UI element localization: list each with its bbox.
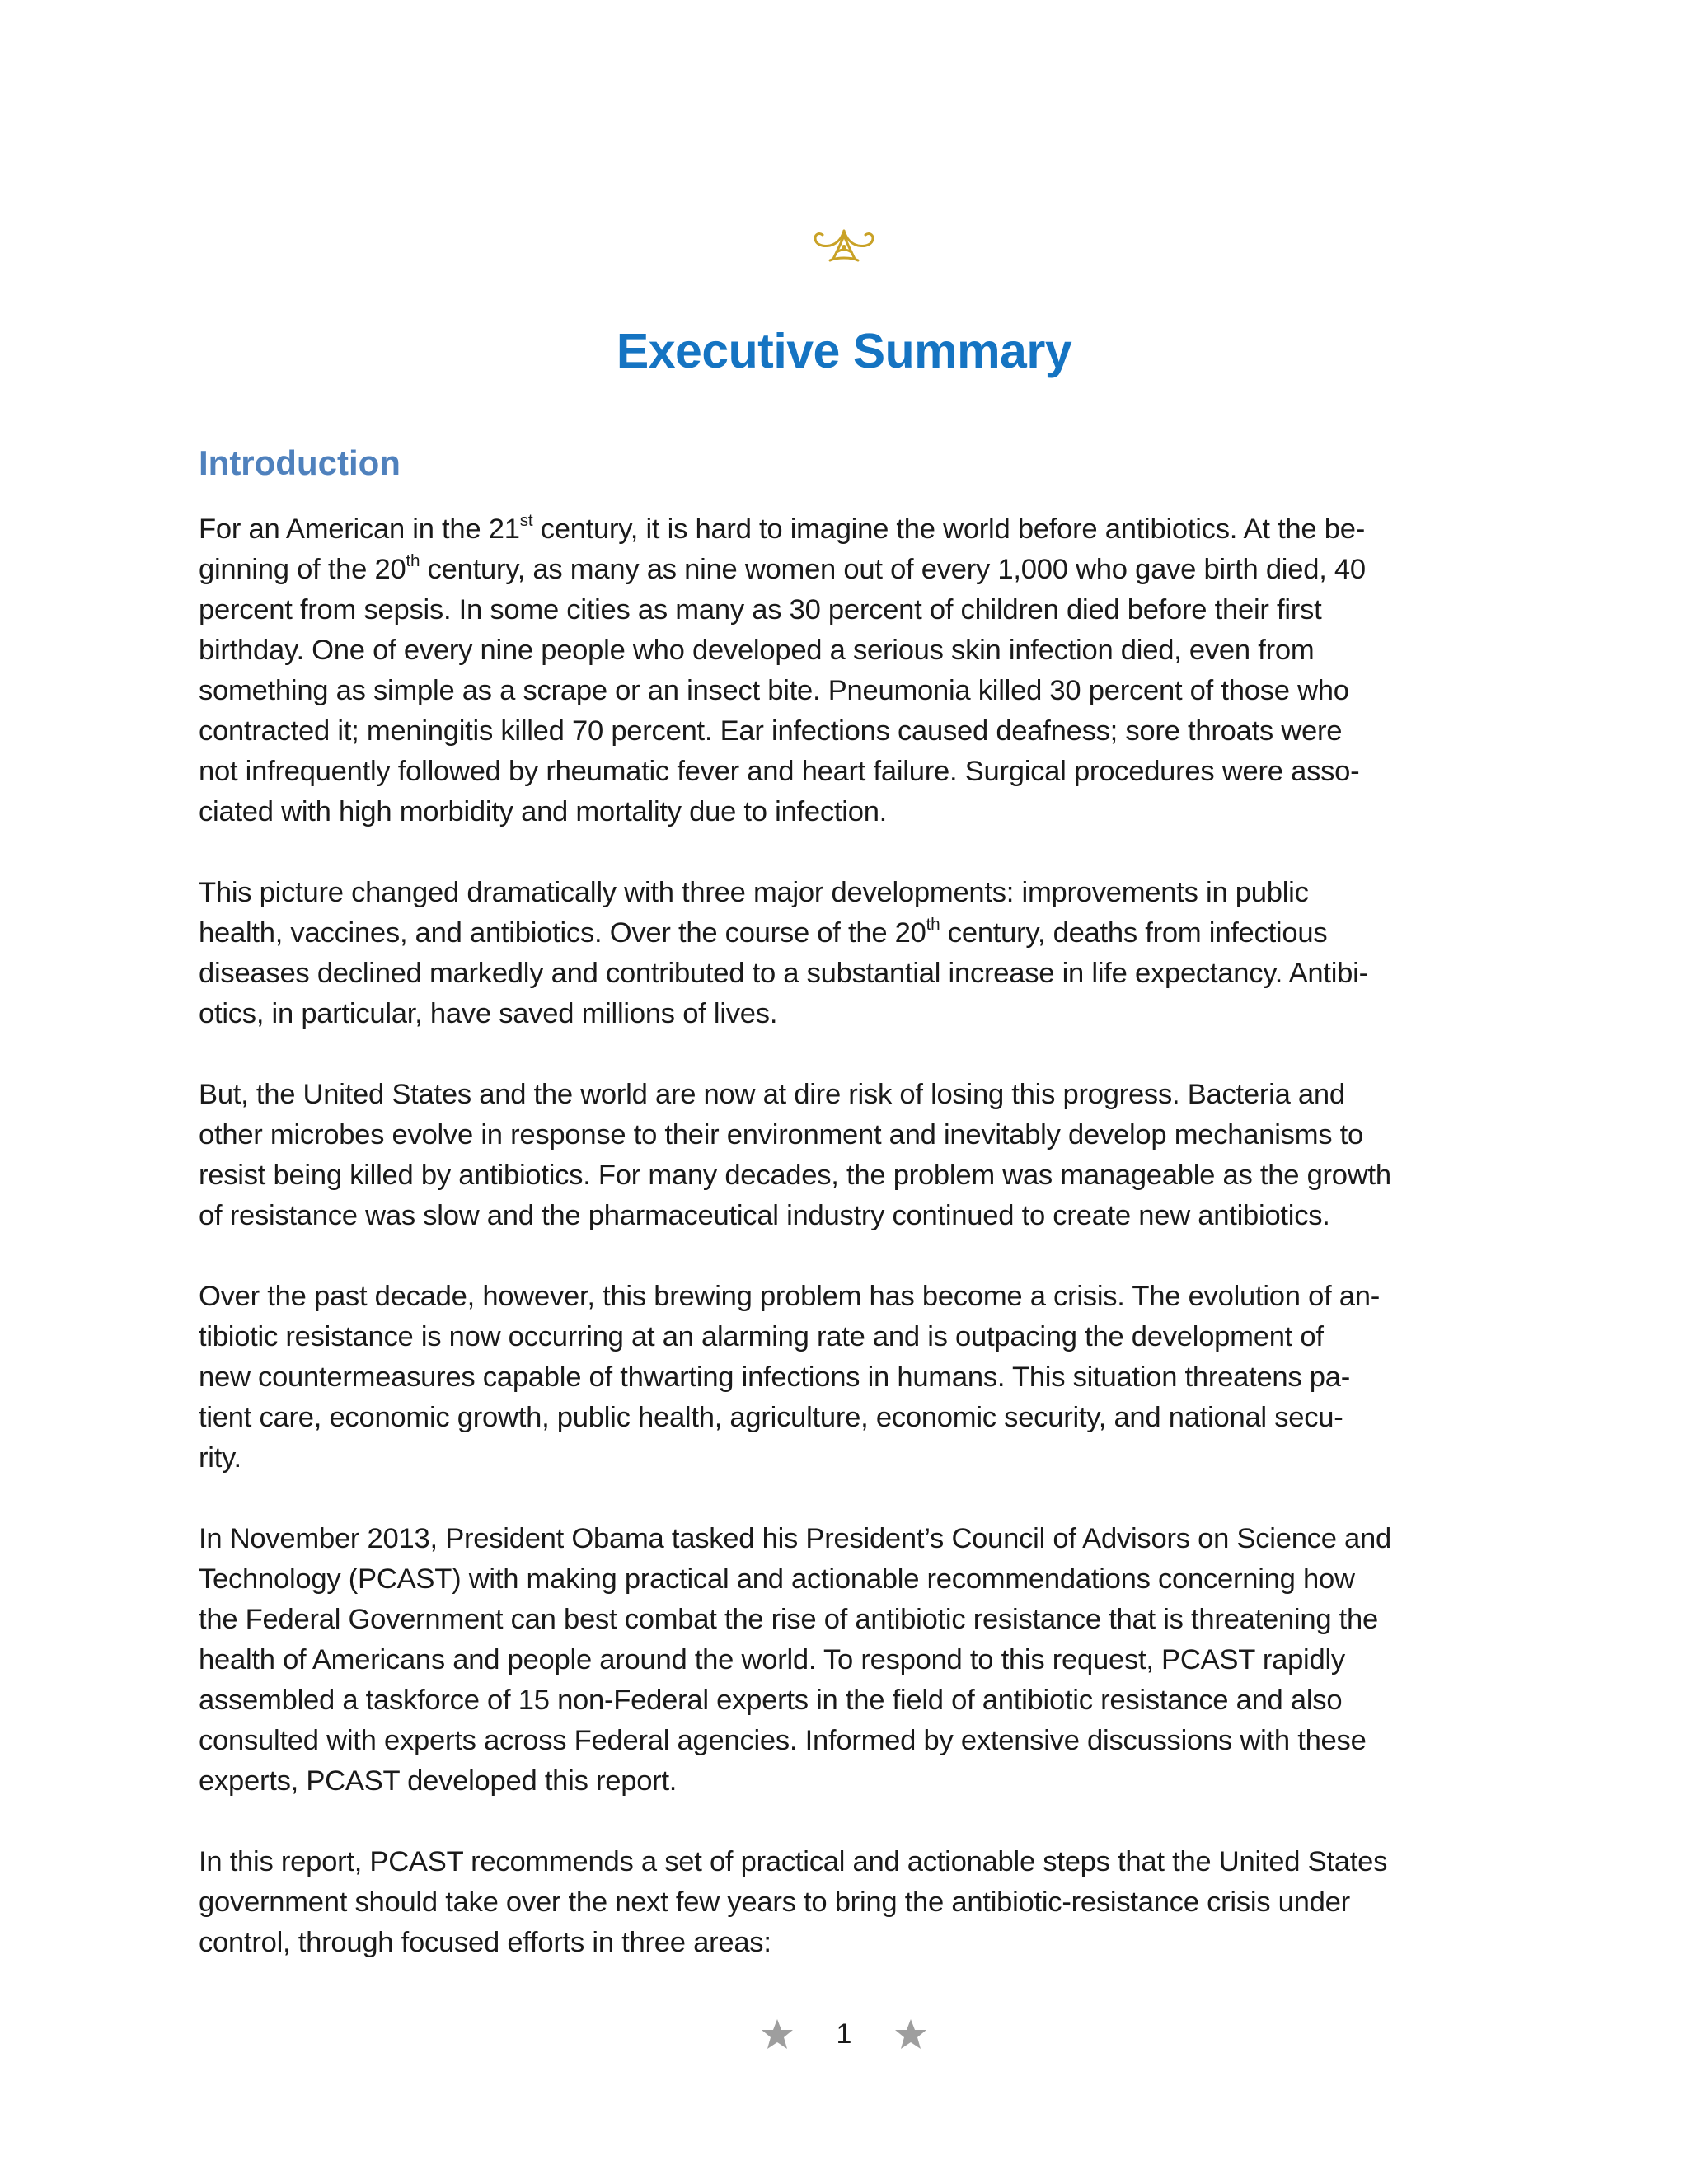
text-line: But, the United States and the world are now at dire risk of losing this progress. Bacteria and bbox=[199, 1079, 1345, 1110]
text-line: of resistance was slow and the pharmaceutical industry continued to create new antibiotics. bbox=[199, 1200, 1330, 1231]
text-line: assembled a taskforce of 15 non-Federal experts in the field of antibiotic resistance and also bbox=[199, 1685, 1343, 1716]
text-line: ginning of the 20th century, as many as nine women out of every 1,000 who gave birth died, 40 bbox=[199, 551, 1366, 585]
text-line: In this report, PCAST recommends a set of practical and actionable steps that the United States bbox=[199, 1846, 1388, 1877]
text-line: tibiotic resistance is now occurring at an alarming rate and is outpacing the development of bbox=[199, 1321, 1324, 1352]
text-line: Over the past decade, however, this brewing problem has become a crisis. The evolution of an- bbox=[199, 1281, 1381, 1312]
text-line: something as simple as a scrape or an insect bite. Pneumonia killed 30 percent of those who bbox=[199, 675, 1349, 706]
paragraph bbox=[199, 1075, 1501, 1236]
decorative-flourish-icon bbox=[812, 227, 876, 264]
superscript: st bbox=[519, 511, 533, 531]
text-line: rity. bbox=[199, 1442, 241, 1474]
text-line: government should take over the next few years to bring the antibiotic-resistance crisis under bbox=[199, 1886, 1350, 1918]
superscript: th bbox=[926, 915, 940, 935]
text-line: diseases declined markedly and contributed to a substantial increase in life expectancy. Antibi- bbox=[199, 958, 1368, 989]
page-number: 1 bbox=[836, 2018, 852, 2050]
text-line: ciated with high morbidity and mortality due to infection. bbox=[199, 796, 888, 827]
text-line: health of Americans and people around the world. To respond to this request, PCAST rapidly bbox=[199, 1644, 1345, 1675]
body-text bbox=[199, 509, 1501, 1963]
text-line: contracted it; meningitis killed 70 percent. Ear infections caused deafness; sore throats were bbox=[199, 715, 1343, 747]
text-line: other microbes evolve in response to their environment and inevitably develop mechanisms to bbox=[199, 1119, 1364, 1151]
text-line: control, through focused efforts in three areas: bbox=[199, 1927, 771, 1958]
text-line: resist being killed by antibiotics. For many decades, the problem was manageable as the growth bbox=[199, 1160, 1391, 1191]
text-line: percent from sepsis. In some cities as many as 30 percent of children died before their first bbox=[199, 594, 1322, 626]
text-line: This picture changed dramatically with three major developments: improvements in public bbox=[199, 877, 1309, 908]
page-footer bbox=[0, 2009, 1688, 2059]
page-title: Executive Summary bbox=[616, 324, 1072, 378]
star-icon bbox=[761, 2018, 794, 2050]
text-line: health, vaccines, and antibiotics. Over the course of the 20th century, deaths from infectious bbox=[199, 915, 1328, 949]
paragraph bbox=[199, 1519, 1501, 1802]
paragraph bbox=[199, 1842, 1501, 1963]
text-line: Technology (PCAST) with making practical and actionable recommendations concerning how bbox=[199, 1563, 1355, 1595]
text-line: the Federal Government can best combat the rise of antibiotic resistance that is threatening the bbox=[199, 1604, 1379, 1635]
section-heading-introduction: Introduction bbox=[199, 443, 401, 482]
paragraph bbox=[199, 873, 1501, 1034]
text-line: otics, in particular, have saved millions of lives. bbox=[199, 998, 778, 1029]
superscript: th bbox=[406, 551, 420, 571]
paragraph bbox=[199, 509, 1501, 832]
text-line: In November 2013, President Obama tasked his President’s Council of Advisors on Science and bbox=[199, 1523, 1391, 1554]
text-line: experts, PCAST developed this report. bbox=[199, 1765, 678, 1797]
text-line: tient care, economic growth, public health, agriculture, economic security, and national secu- bbox=[199, 1402, 1343, 1433]
star-icon bbox=[894, 2018, 927, 2050]
text-line: For an American in the 21st century, it is hard to imagine the world before antibiotics. At the be- bbox=[199, 511, 1365, 545]
text-line: birthday. One of every nine people who developed a serious skin infection died, even from bbox=[199, 635, 1315, 666]
text-line: new countermeasures capable of thwarting infections in humans. This situation threatens pa- bbox=[199, 1361, 1351, 1393]
text-line: consulted with experts across Federal agencies. Informed by extensive discussions with these bbox=[199, 1725, 1367, 1756]
paragraph bbox=[199, 1277, 1501, 1479]
text-line: not infrequently followed by rheumatic fever and heart failure. Surgical procedures were asso- bbox=[199, 756, 1360, 787]
